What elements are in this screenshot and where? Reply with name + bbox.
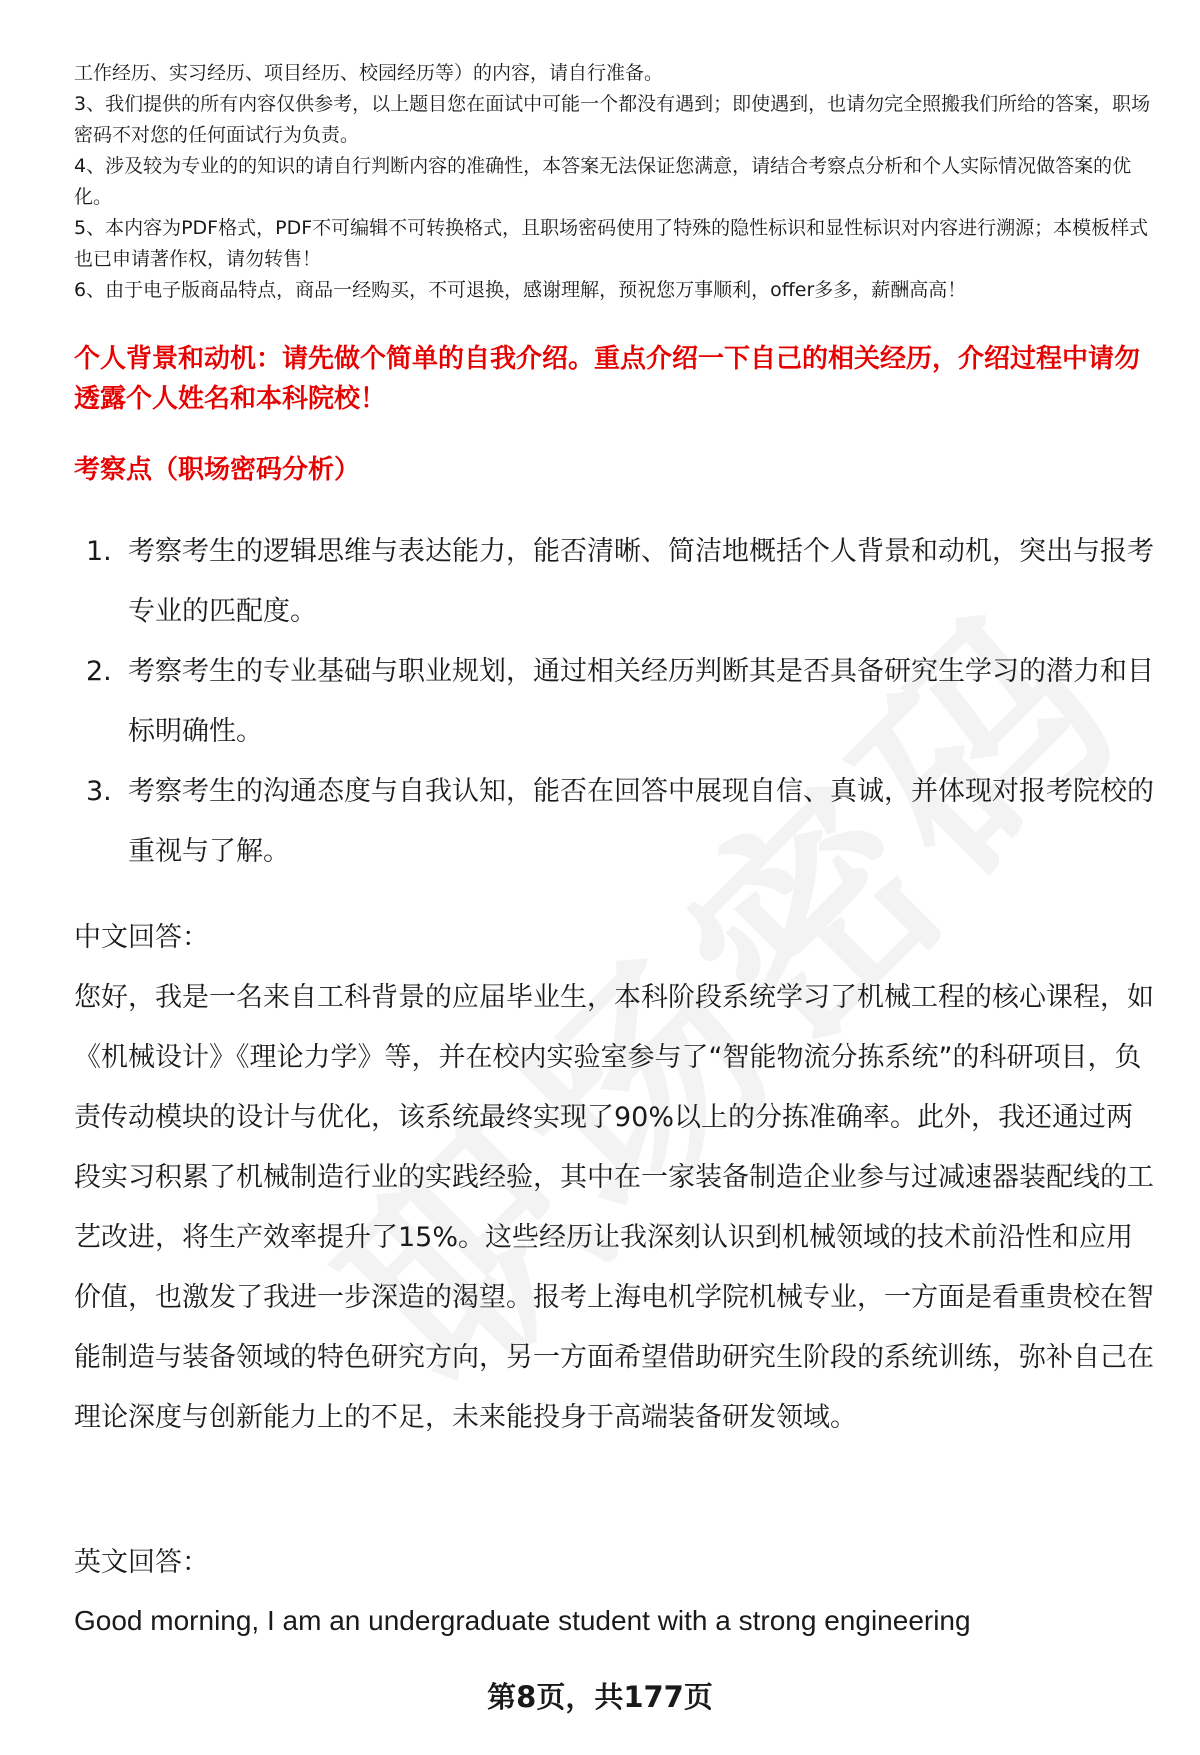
notice-line: 6、由于电子版商品特点，商品一经购买，不可退换，感谢理解，预祝您万事顺利，offer多多，薪酬高高！ [74, 279, 967, 301]
list-number: 1. [86, 536, 112, 567]
assessment-points [74, 522, 1154, 882]
english-answer-label: 英文回答： [74, 1547, 209, 1578]
notice-line: 5、本内容为PDF格式，PDF不可编辑不可转换格式，且职场密码使用了特殊的隐性标识和显性标识对内容进行溯源；本模板样式也已申请著作权，请勿转售！ [74, 217, 1149, 270]
chinese-answer-label: 中文回答： [74, 922, 209, 953]
list-item [74, 642, 1154, 762]
list-text: 考察考生的逻辑思维与表达能力，能否清晰、简洁地概括个人背景和动机，突出与报考专业的匹配度。 [128, 536, 1154, 627]
notice-block [74, 58, 1154, 306]
page-number: 第8页，共177页 [487, 1680, 713, 1714]
notice-line: 4、涉及较为专业的的知识的请自行判断内容的准确性，本答案无法保证您满意，请结合考察点分析和个人实际情况做答案的优化。 [74, 155, 1132, 208]
list-number: 3. [86, 776, 112, 807]
notice-line: 工作经历、实习经历、项目经历、校园经历等）的内容，请自行准备。 [74, 62, 664, 84]
list-number: 2. [86, 656, 112, 687]
english-answer-text: Good morning, I am an undergraduate student with a strong engineering [74, 1605, 971, 1636]
section-title: 考察点（职场密码分析） [74, 455, 361, 485]
list-item [74, 762, 1154, 882]
list-text: 考察考生的沟通态度与自我认知，能否在回答中展现自信、真诚，并体现对报考院校的重视与了解。 [128, 776, 1154, 867]
chinese-answer-text: 您好，我是一名来自工科背景的应届毕业生，本科阶段系统学习了机械工程的核心课程，如《机械设计》《理论力学》等，并在校内实验室参与了“智能物流分拣系统”的科研项目，负责传动模块的设计与优化，该系统最终实现了90%以上的分拣准确率。此外，我还通过两段实习积累了机械制造行业的实践经验，其中在一家装备制造企业参与过减速器装配线的工艺改进，将生产效率提升了15%。这些经历让我深刻认识到机械领域的技术前沿性和应用价值，也激发了我进一步深造的渴望。报考上海电机学院机械专业，一方面是看重贵校在智能制造与装备领域的特色研究方向，另一方面希望借助研究生阶段的系统训练，弥补自己在理论深度与创新能力上的不足，未来能投身于高端装备研发领域。 [74, 982, 1154, 1433]
notice-line: 3、我们提供的所有内容仅供参考，以上题目您在面试中可能一个都没有遇到；即使遇到，也请勿完全照搬我们所给的答案，职场密码不对您的任何面试行为负责。 [74, 93, 1151, 146]
question-heading: 个人背景和动机：请先做个简单的自我介绍。重点介绍一下自己的相关经历，介绍过程中请勿透露个人姓名和本科院校！ [74, 344, 1141, 414]
list-item [74, 522, 1154, 642]
list-text: 考察考生的专业基础与职业规划，通过相关经历判断其是否具备研究生学习的潜力和目标明确性。 [128, 656, 1154, 747]
